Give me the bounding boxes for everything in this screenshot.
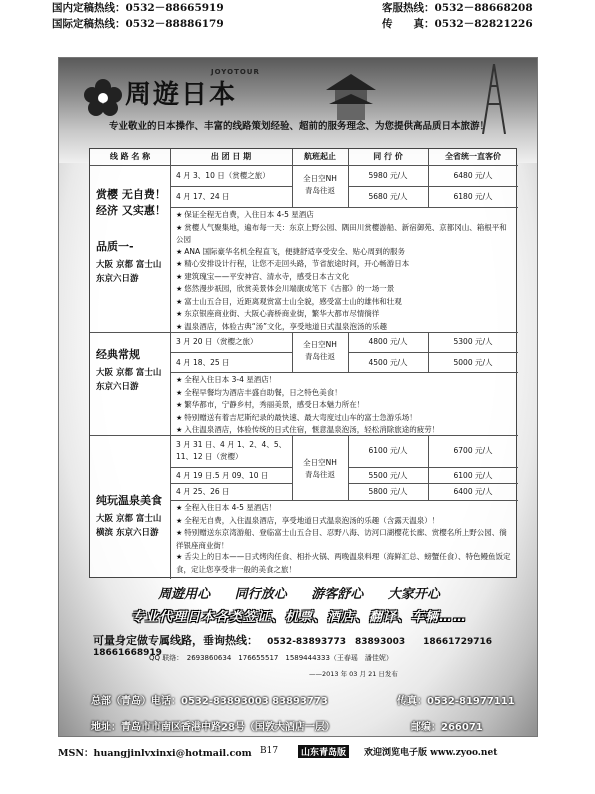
route2-date-1: 3 月 20 日（赏樱之旅） [176, 337, 258, 346]
route2-retail-1: 5300 元/人 [453, 337, 493, 346]
motto: 周遊用心 [158, 587, 211, 602]
service-hotline: 客服热线：0532－88668208 [382, 2, 533, 14]
route2-date-2: 4 月 18、25 日 [176, 358, 230, 367]
feature-item: ★ 舌尖上的日本——日式烤肉任食、相扑火锅、两晚温泉料理（海鲜汇总、螃蟹任食）、特色鳗鱼饭定食，定让您享受非一般的美食之旅！ [176, 552, 511, 574]
route3-date-1: 3 月 31 日、4 月 1、2、4、5、11、12 日（赏樱） [176, 440, 287, 461]
msn-contact: MSN：huangjinlvxinxi@hotmail.com [58, 748, 252, 759]
brand-logo-sub: JOYOTOUR [211, 68, 260, 76]
feature-item: ★ 全程入住日本 3-4 星酒店！ [176, 375, 277, 384]
motto: 游客舒心 [311, 587, 364, 602]
motto-row [59, 583, 538, 602]
route3-title: 纯玩温泉美食 [96, 494, 162, 507]
brand-slogan: 专业敬业的日本操作、丰富的线路策划经验、超前的服务理念、为您提供高品质日本旅游！ [108, 121, 489, 132]
route3-region1: 大阪 京都 富士山 [96, 514, 162, 524]
hq-phone: 总部（青岛）电话：0532-83893003 83893773 [91, 696, 328, 707]
route1-peer-1: 5980 元/人 [368, 171, 408, 180]
feature-item: ★ 建筑瑰宝——平安神宫、清水寺，感受日本古文化 [176, 271, 350, 281]
feature-item: ★ ANA 国际豪华名机全程直飞，便捷舒适享受安全、贴心周到的服务 [176, 246, 406, 256]
route2-title: 经典常规 [96, 348, 140, 361]
website-link[interactable]: 欢迎浏览电子版 www.zyoo.net [364, 748, 498, 758]
custom-route-phones: 0532-83893773 83893003 18661729716 18661668919 [93, 637, 502, 658]
route3-date-2: 4 月 19 日.5 月 09、10 日 [176, 471, 269, 480]
route2-flight: 全日空NH [303, 340, 337, 349]
route2-region1: 大阪 京都 富士山 [96, 368, 162, 378]
col-flight: 航班起止 [304, 152, 336, 161]
route1-retail-2: 6180 元/人 [453, 192, 493, 201]
route3-date-3: 4 月 25、26 日 [176, 487, 230, 496]
col-dates: 出 团 日 期 [210, 152, 252, 161]
route1-region1: 大阪 京都 富士山 [96, 260, 162, 270]
col-retail-price: 全省统一直客价 [445, 152, 501, 161]
feature-item: ★ 全程无自费，入住温泉酒店，享受地道日式温泉泡汤的乐趣（含露天温泉）！ [176, 515, 440, 525]
route3-features [176, 502, 514, 575]
feature-item: ★ 全程入住日本 4-5 星酒店！ [176, 503, 277, 512]
route3-region2: 横滨 东京六日游 [96, 528, 159, 538]
route1-name: 品质一- [96, 240, 134, 253]
brand-logo: 周遊日本 [125, 80, 238, 110]
feature-item: ★ 繁华都市，宁静乡村，秀丽美景，感受日本魅力所在！ [176, 400, 365, 409]
route3-peer-1: 6100 元/人 [368, 446, 408, 455]
route1-peer-2: 5680 元/人 [368, 192, 408, 201]
feature-item: ★ 东京银座商业街、大阪心斋桥商业街，繁华大都市尽情徜徉 [176, 309, 380, 318]
feature-item: ★ 赏樱人气聚集地，遍布每一天：东京上野公园、隅田川赏樱游船、新宿御苑、京都冈山、箱根平和公园 [176, 222, 507, 244]
route2-features [176, 374, 514, 437]
route2-peer-1: 4800 元/人 [368, 337, 408, 346]
motto: 同行放心 [234, 587, 287, 602]
feature-item: ★ 入住温泉酒店，体验传统的日式住宿，惬意温泉泡汤，轻松消除旅途的疲劳！ [176, 425, 440, 434]
hq-postcode: 邮编：266071 [411, 722, 483, 733]
route1-slogan1: 赏樱 无自费！ [96, 188, 166, 201]
route1-date-2: 4 月 17、24 日 [176, 192, 230, 201]
route3-retail-2: 6100 元/人 [453, 471, 493, 480]
route1-region2: 东京六日游 [96, 274, 139, 284]
domestic-hotline: 国内定稿热线：0532－88665919 [52, 2, 224, 14]
route1-flight: 全日空NH [303, 174, 337, 183]
sakura-flower-icon [83, 78, 123, 118]
route3-retail-3: 6400 元/人 [453, 487, 493, 496]
route2-region2: 东京六日游 [96, 382, 139, 392]
international-hotline: 国际定稿热线：0532－88886179 [52, 18, 224, 30]
route3-peer-2: 5500 元/人 [368, 471, 408, 480]
route1-date-1: 4 月 3、10 日（赏樱之旅） [176, 171, 270, 180]
feature-item: ★ 精心安排设计行程，让您不走回头路，节省旅途时间，开心畅游日本 [176, 259, 410, 268]
hq-address: 地址：青岛市市南区香港中路28号（国敦大酒店一层） [91, 722, 335, 733]
feature-item: ★ 温泉酒店，体验古典“汤”文化，享受地道日式温泉泡汤的乐趣 [176, 321, 388, 331]
col-route-name: 线 路 名 称 [109, 152, 151, 161]
advertisement [58, 57, 538, 737]
route3-peer-3: 5800 元/人 [368, 487, 408, 496]
agent-services: 专业代理日本各类签证、机票、酒店、翻译、车辆…… [130, 610, 467, 625]
route3-flight: 全日空NH [303, 458, 337, 467]
custom-route-label: 可量身定做专属线路，垂询热线： [93, 634, 258, 647]
fax-line: 传 真：0532－82821226 [382, 18, 533, 30]
route1-flight-origin: 青岛往返 [305, 186, 335, 195]
page-footer [58, 745, 538, 761]
route1-slogan2: 经济 又实惠！ [96, 204, 166, 217]
route2-peer-2: 4500 元/人 [368, 358, 408, 367]
hotline-header [52, 0, 552, 52]
feature-item: ★ 特别赠送有着吉尼斯纪录的最快速、最大弯度过山车的富士急游乐场！ [176, 412, 417, 422]
feature-item: ★ 全程早餐均为酒店丰盛自助餐，日之特色美食！ [176, 387, 342, 397]
feature-item: ★ 富士山五合目，近距离观赏富士山全貌，感受富士山的雄伟和壮观 [176, 296, 402, 306]
qq-contact: QQ 联络： 2693860634 176655517 1589444333（王春瑶 潘佳妮） [149, 654, 393, 662]
route2-retail-2: 5000 元/人 [453, 358, 493, 367]
route3-flight-origin: 青岛往返 [305, 470, 335, 479]
publish-date: ——2013 年 03 月 21 日发布 [309, 670, 398, 678]
feature-item: ★ 悠然漫步祇园，欣赏美景体会川端康成笔下《古都》的一场一景 [176, 284, 395, 293]
route1-features [176, 209, 514, 333]
hq-fax: 传真：0532-81977111 [397, 696, 515, 707]
col-peer-price: 同 行 价 [373, 152, 403, 161]
route-table [89, 148, 517, 578]
motto: 大家开心 [387, 587, 440, 602]
route1-retail-1: 6480 元/人 [453, 171, 493, 180]
feature-item: ★ 保证全程无自费，入住日本 4-5 星酒店 [176, 210, 314, 219]
route2-flight-origin: 青岛往返 [305, 352, 335, 361]
feature-item: ★ 特别赠送东京湾游船、登临富士山五合目、忍野八海、访河口湖樱花长廊、赏樱名所上野公园、徜徉银座商业街！ [176, 528, 507, 550]
page-number: B17 [260, 746, 279, 756]
route3-retail-1: 6700 元/人 [453, 446, 493, 455]
paper-edition: 山东青岛版 [298, 745, 349, 758]
